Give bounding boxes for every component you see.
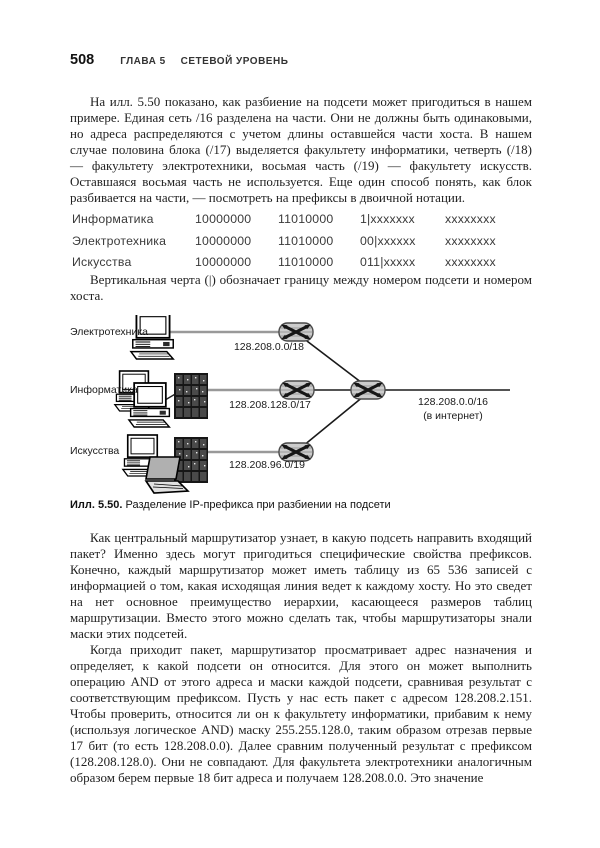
binary-prefix-table — [72, 209, 532, 274]
internet-note-label: (в интернет) — [423, 410, 483, 422]
internet-prefix-label: 128.208.0.0/16 — [417, 396, 489, 408]
table-cell-octet2: 11010000 — [278, 233, 334, 248]
subnet-prefix-label: 128.208.128.0/17 — [229, 399, 311, 411]
figure-caption — [70, 499, 532, 511]
router-icon-central — [351, 381, 385, 399]
table-cell-octet4: xxxxxxxx — [445, 255, 496, 269]
running-head — [70, 52, 532, 68]
subnet-name-label: Искусства — [70, 445, 120, 457]
subnet-prefix-label: 128.208.96.0/19 — [229, 459, 305, 471]
table-cell-octet4: xxxxxxxx — [445, 212, 496, 226]
paragraph-subnet-division: На илл. 5.50 показано, как разбиение на подсети может пригодиться в нашем примере. Единая сеть /16 разделена на части. Они не должны быть одинаковыми, но адреса распределяются с учетом длины оставшейся части хоста. В нашем случае половина блока (/17) выделяется факультету информатики, четверть (/18) — факультету электротехники, восьмая часть (/19) — факультету искусств. Оставшаяся восьмая часть не используется. Еще один способ понять, как блок разбивается на части, — посмотреть на префиксы в двоичной нотации. — [70, 94, 532, 205]
table-cell-octet3: 00|xxxxxx — [360, 233, 416, 248]
paragraph-vertical-bar: Вертикальная черта (|) обозначает границу между номером подсети и номером хоста. — [70, 272, 532, 303]
table-cell-octet2: 11010000 — [278, 255, 334, 269]
figure-caption-text: Разделение IP-префикса при разбиении на подсети — [122, 499, 391, 511]
chapter-title: СЕТЕВОЙ УРОВЕНЬ — [180, 56, 289, 67]
table-cell-octet3: 011|xxxxx — [360, 255, 416, 269]
paragraph-central-router: Как центральный маршрутизатор узнает, в какую подсеть направить входящий пакет? Именно здесь могут пригодиться специфические свойства префиксов. Конечно, каждый маршрутизатор может иметь таблицу из 65 536 записей с информацией о том, какая исходящая линия ведет к каждому хосту. Но это сведет на нет основное преимущество иерархии, касающееся размеров таблиц маршрутизации. Вместо этого можно сделать так, чтобы маршрутизаторы знали маски этих подсетей. — [70, 530, 532, 641]
table-cell-name: Искусства — [72, 255, 132, 269]
paragraph-and-operation: Когда приходит пакет, маршрутизатор просматривает адрес назначения и определяет, к какой подсети он относится. Для этого он может выполнить операцию AND от этого адреса и маски каждой подсети, сравнивая результат с соответствующим префиксом. Пусть у нас есть пакет с адресом 128.208.2.151. Чтобы проверить, относится ли он к факультету информатики, прибавим к нему (используя логическое AND) маску 255.255.128.0, таким образом отрезав первые 17 бит (то есть 128.208.0.0). Далее сравним полученный результат с префиксом (128.208.128.0). Они не совпадают. Для факультета электротехники аналогичным образом берем первые 18 бит адреса и получаем 128.208.0.0. Это значение — [70, 642, 532, 785]
subnet-name-label: Электротехника — [70, 326, 149, 338]
chapter-label: ГЛАВА 5 — [120, 56, 166, 67]
table-cell-octet1: 10000000 — [195, 233, 252, 248]
table-cell-name: Информатика — [72, 212, 154, 226]
figure-5-50-network-diagram — [70, 315, 532, 499]
table-cell-octet1: 10000000 — [195, 255, 252, 269]
body-text — [70, 530, 532, 786]
subnet-name-label: Информатика — [70, 384, 138, 396]
table-cell-octet2: 11010000 — [278, 212, 334, 226]
table-cell-name: Электротехника — [72, 233, 167, 248]
page-number: 508 — [70, 52, 95, 68]
subnet-prefix-label: 128.208.0.0/18 — [233, 341, 305, 353]
figure-caption-label: Илл. 5.50. — [70, 499, 123, 511]
server-rack-icon — [174, 373, 208, 419]
router-icon — [279, 323, 313, 341]
table-cell-octet4: xxxxxxxx — [445, 233, 496, 248]
router-icon — [280, 381, 314, 399]
table-cell-octet3: 1|xxxxxxx — [360, 212, 415, 226]
table-cell-octet1: 10000000 — [195, 212, 252, 226]
